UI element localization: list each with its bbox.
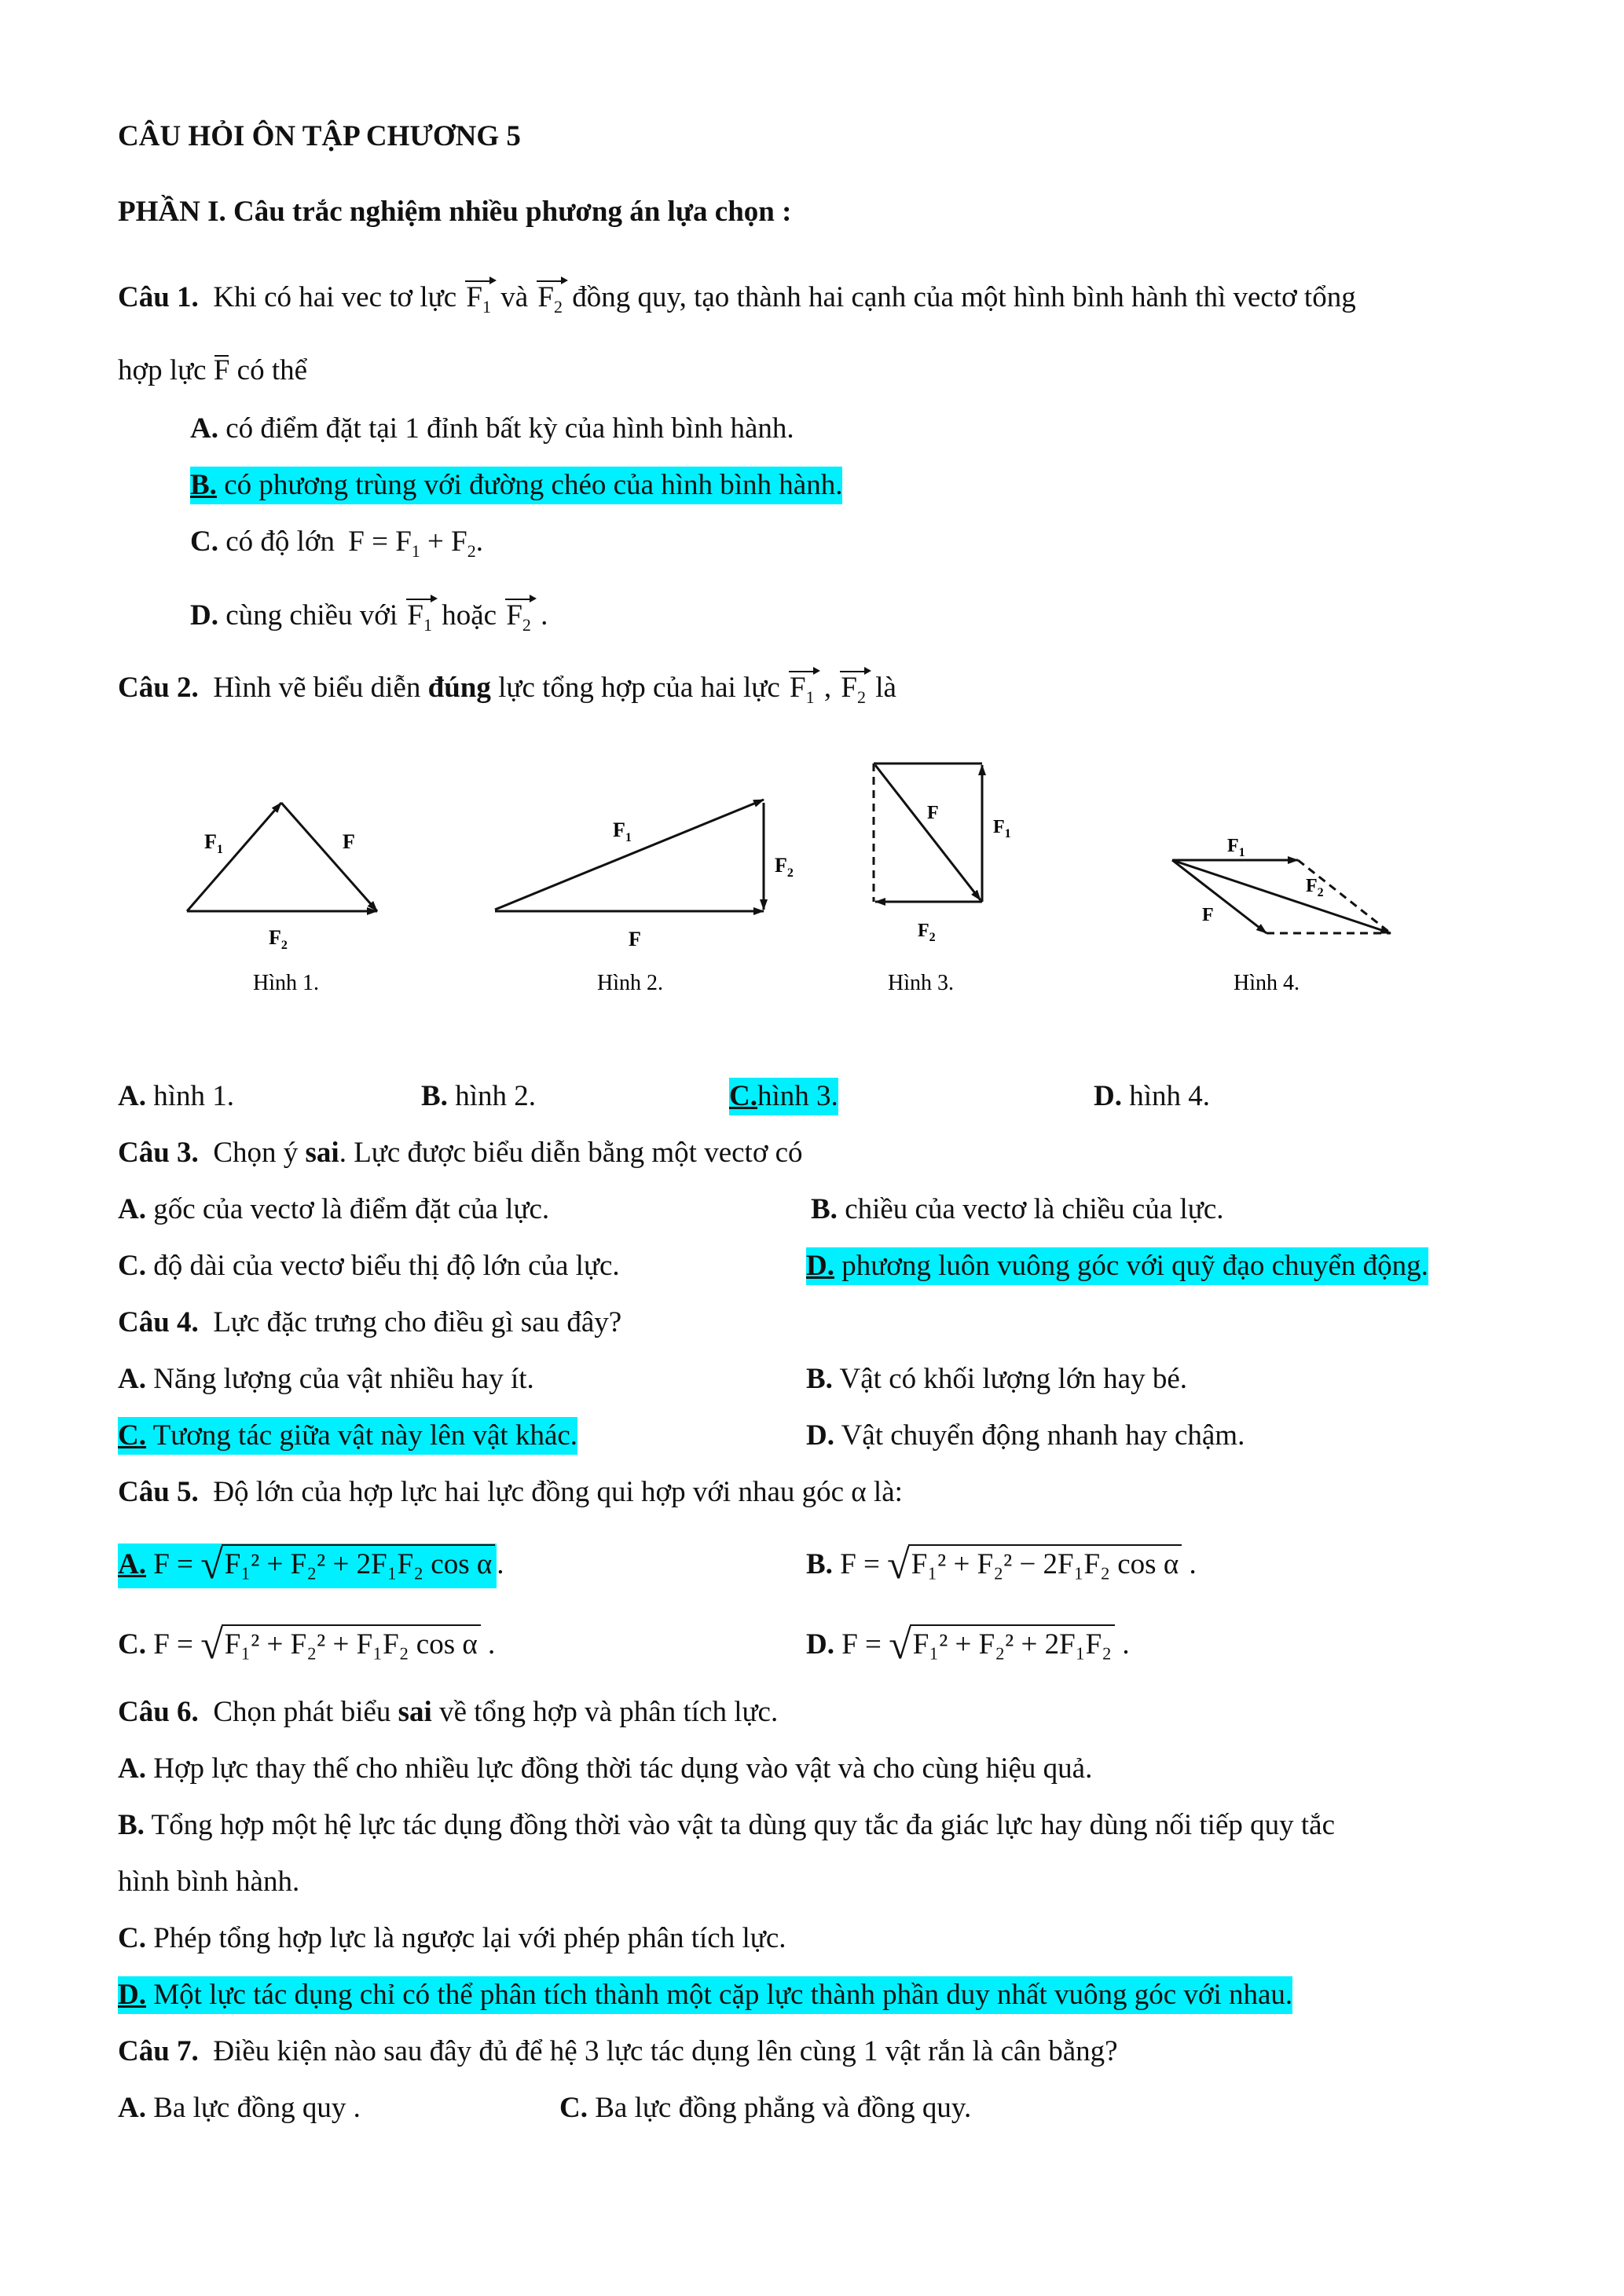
q5-b-formula: F₁² + F₂² − 2F₁F₂ cos α [908,1544,1182,1584]
fig1-label-F1: $F_1$ [204,830,223,856]
q3-stem: Câu 3. Chọn ý sai. Lực được biểu diễn bằng một vectơ có [118,1137,803,1169]
fig3-caption: Hình 3. [888,971,954,995]
fig1-label-F2: $F_2$ [269,926,288,952]
fig3-label-F2: $F_2$ [918,921,936,944]
figure-3 [874,764,1011,995]
fig3-label-F: F [927,803,939,823]
fig4-F-arrow [1172,860,1267,933]
fig4-label-F: F [1202,905,1214,925]
q1-option-b-correct[interactable]: B. có phương trùng với đường chéo của hình bình hành. [190,467,842,504]
vector-F2: $F_2$ [535,279,565,326]
q5-option-c[interactable]: C. F = √F₁² + F₂² + F₁F₂ cos α . [118,1623,496,1668]
fig1-F-arrow [281,803,377,911]
page-title: CÂU HỎI ÔN TẬP CHƯƠNG 5 [118,120,521,152]
figure-4 [1172,836,1391,995]
q2-option-d[interactable]: D. hình 4. [1094,1080,1211,1112]
q5-a-formula: F₁² + F₂² + 2F₁F₂ cos α [222,1544,496,1584]
fig2-label-F: F [629,928,641,950]
fig4-dashed-side [1298,860,1391,933]
fig4-label-F2: $F_2$ [1306,876,1324,899]
q2-option-a[interactable]: A. hình 1. [118,1080,235,1112]
q4-option-a[interactable]: A. Năng lượng của vật nhiều hay ít. [118,1363,534,1395]
fig2-caption: Hình 2. [597,971,663,995]
q5-option-d[interactable]: D. F = √F₁² + F₂² + 2F₁F₂ . [806,1623,1130,1668]
q5-option-b[interactable]: B. F = √F₁² + F₂² − 2F₁F₂ cos α . [806,1543,1197,1587]
force-diagrams [118,731,1532,1013]
q7-option-c[interactable]: C. Ba lực đồng phẳng và đồng quy. [559,2092,972,2124]
fig2-F1-arrow [495,800,764,910]
q6-option-d-correct[interactable]: D. Một lực tác dụng chỉ có thể phân tích thành một cặp lực thành phần duy nhất vuông góc với nhau. [118,1976,1292,2014]
q4-option-d[interactable]: D. Vật chuyển động nhanh hay chậm. [806,1419,1245,1452]
fig2-label-F2: $F_2$ [775,854,794,880]
vector-F2: $F_2$ [838,669,868,716]
q1-option-a[interactable]: A. có điểm đặt tại 1 đỉnh bất kỳ của hình bình hành. [190,412,794,445]
q4-option-b[interactable]: B. Vật có khối lượng lớn hay bé. [806,1363,1187,1395]
figure-1 [187,803,377,995]
q6-option-b[interactable]: B. Tổng hợp một hệ lực tác dụng đồng thời vào vật ta dùng quy tắc đa giác lực hay dùng nối tiếp quy tắc [118,1809,1335,1841]
q4-option-c-correct[interactable]: C. Tương tác giữa vật này lên vật khác. [118,1417,577,1455]
q2-option-b[interactable]: B. hình 2. [421,1080,536,1112]
vector-F1: $F_1$ [787,669,817,716]
figure-2 [495,800,794,995]
fig4-caption: Hình 4. [1234,971,1300,995]
vector-F1: $F_1$ [405,597,434,644]
q6-option-b-cont: hình bình hành. [118,1866,300,1898]
vector-F-bar: F [214,352,230,390]
q6-stem: Câu 6. Chọn phát biểu sai về tổng hợp và phân tích lực. [118,1696,779,1728]
fig1-label-F: F [343,830,355,853]
q1-stem-cont: hợp lực F có thể [118,352,307,390]
q1-option-d[interactable]: D. cùng chiều với $F_1$ hoặc $F_2$ . [190,597,548,644]
vector-F2: $F_2$ [504,597,533,644]
vector-F1: $F_1$ [464,279,493,326]
q3-option-a[interactable]: A. gốc của vectơ là điểm đặt của lực. [118,1193,550,1225]
q7-stem: Câu 7. Điều kiện nào sau đây đủ để hệ 3 lực tác dụng lên cùng 1 vật rắn là cân bằng? [118,2035,1118,2067]
fig3-F-arrow [875,765,981,900]
fig4-label-F1: $F_1$ [1227,836,1245,859]
document-page [118,0,1532,2296]
q3-option-c[interactable]: C. độ dài của vectơ biểu thị độ lớn của lực. [118,1250,620,1282]
fig1-F1-arrow [187,803,281,911]
q5-option-a-correct[interactable]: A. F = √F₁² + F₂² + 2F₁F₂ cos α . [118,1543,504,1587]
q4-stem: Câu 4. Lực đặc trưng cho điều gì sau đây? [118,1306,622,1338]
q5-c-formula: F₁² + F₂² + F₁F₂ cos α [222,1624,481,1664]
part-heading: PHẦN I. Câu trắc nghiệm nhiều phương án lựa chọn : [118,196,792,228]
q7-option-a[interactable]: A. Ba lực đồng quy . [118,2092,361,2124]
q1-label: Câu 1. [118,281,199,313]
q6-option-c[interactable]: C. Phép tổng hợp lực là ngược lại với phép phân tích lực. [118,1922,786,1954]
fig2-label-F1: $F_1$ [613,818,632,844]
fig1-caption: Hình 1. [253,971,319,995]
fig3-label-F1: $F_1$ [993,817,1011,840]
q1-option-c[interactable]: C. có độ lớn $F = F_1 + F_2$. [190,525,483,561]
q3-option-d-correct[interactable]: D. phương luôn vuông góc với quỹ đạo chuyển động. [806,1247,1428,1285]
q2-option-c-correct[interactable]: C.hình 3. [729,1078,838,1115]
q5-d-formula: F₁² + F₂² + 2F₁F₂ [910,1624,1115,1664]
q1-stem: Câu 1. Khi có hai vec tơ lực $F_1$ và $F_2$ đồng quy, tạo thành hai cạnh của một hình bình hành thì vectơ tổng [118,279,1356,326]
q2-stem: Câu 2. Hình vẽ biểu diễn đúng lực tổng hợp của hai lực $F_1$ , $F_2$ là [118,669,896,716]
q3-option-b[interactable]: B. chiều của vectơ là chiều của lực. [811,1193,1224,1225]
q6-option-a[interactable]: A. Hợp lực thay thế cho nhiều lực đồng thời tác dụng vào vật và cho cùng hiệu quả. [118,1752,1093,1785]
q5-stem: Câu 5. Độ lớn của hợp lực hai lực đồng qui hợp với nhau góc α là: [118,1476,903,1508]
